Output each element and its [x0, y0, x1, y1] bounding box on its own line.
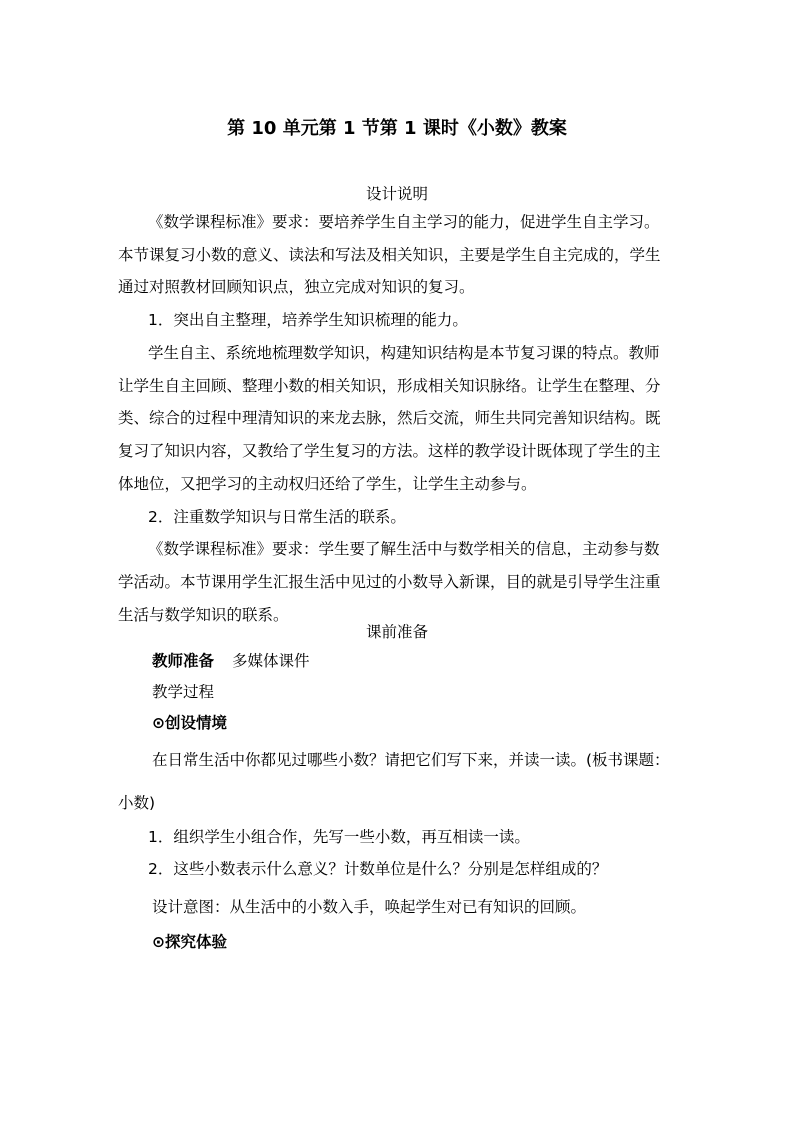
situation-paragraph-line: 小数): [118, 794, 156, 812]
design-paragraph-line: 《数学课程标准》要求：学生要了解生活中与数学相关的信息，主动参与数: [148, 540, 660, 558]
design-heading: 设计说明: [365, 185, 428, 203]
design-paragraph-line: 体地位，又把学习的主动权归还给了学生，让学生主动参与。: [118, 475, 537, 493]
design-paragraph-line: 通过对照教材回顾知识点，独立完成对知识的复习。: [118, 278, 475, 296]
design-paragraph-line: 本节课复习小数的意义、读法和写法及相关知识，主要是学生自主完成的，学生: [118, 246, 661, 264]
section-heading-explore: ⊙探究体验: [152, 933, 227, 951]
situation-paragraph-line: 在日常生活中你都见过哪些小数？请把它们写下来，并读一读。(板书课题：: [152, 751, 670, 769]
design-paragraph-line: 复习了知识内容，又教给了学生复习的方法。这样的教学设计既体现了学生的主: [118, 442, 661, 460]
design-paragraph-line: 《数学课程标准》要求：要培养学生自主学习的能力，促进学生自主学习。: [148, 213, 660, 231]
teacher-prep-value: 多媒体课件: [232, 652, 310, 670]
document-title: 第 10 单元第 1 节第 1 课时《小数》教案: [227, 118, 567, 139]
design-point-heading: 1．突出自主整理，培养学生知识梳理的能力。: [148, 311, 468, 329]
step-item: 1．组织学生小组合作，先写一些小数，再互相读一读。: [148, 828, 530, 846]
design-intent: 设计意图：从生活中的小数入手，唤起学生对已有知识的回顾。: [152, 898, 587, 916]
prep-heading: 课前准备: [365, 623, 428, 641]
teacher-prep-label: 教师准备: [152, 652, 215, 670]
design-paragraph-line: 学生自主、系统地梳理数学知识，构建知识结构是本节复习课的特点。教师: [148, 344, 660, 362]
step-item: 2．这些小数表示什么意义？计数单位是什么？分别是怎样组成的？: [148, 860, 608, 878]
design-paragraph-line: 生活与数学知识的联系。: [118, 606, 289, 624]
process-label: 教学过程: [152, 683, 215, 701]
section-heading-situation: ⊙创设情境: [152, 714, 227, 732]
design-paragraph-line: 让学生自主回顾、整理小数的相关知识，形成相关知识脉络。让学生在整理、分: [118, 377, 661, 395]
design-paragraph-line: 学活动。本节课用学生汇报生活中见过的小数导入新课，目的就是引导学生注重: [118, 573, 661, 591]
design-point-heading: 2．注重数学知识与日常生活的联系。: [148, 508, 406, 526]
design-paragraph-line: 类、综合的过程中理清知识的来龙去脉，然后交流，师生共同完善知识结构。既: [118, 409, 661, 427]
